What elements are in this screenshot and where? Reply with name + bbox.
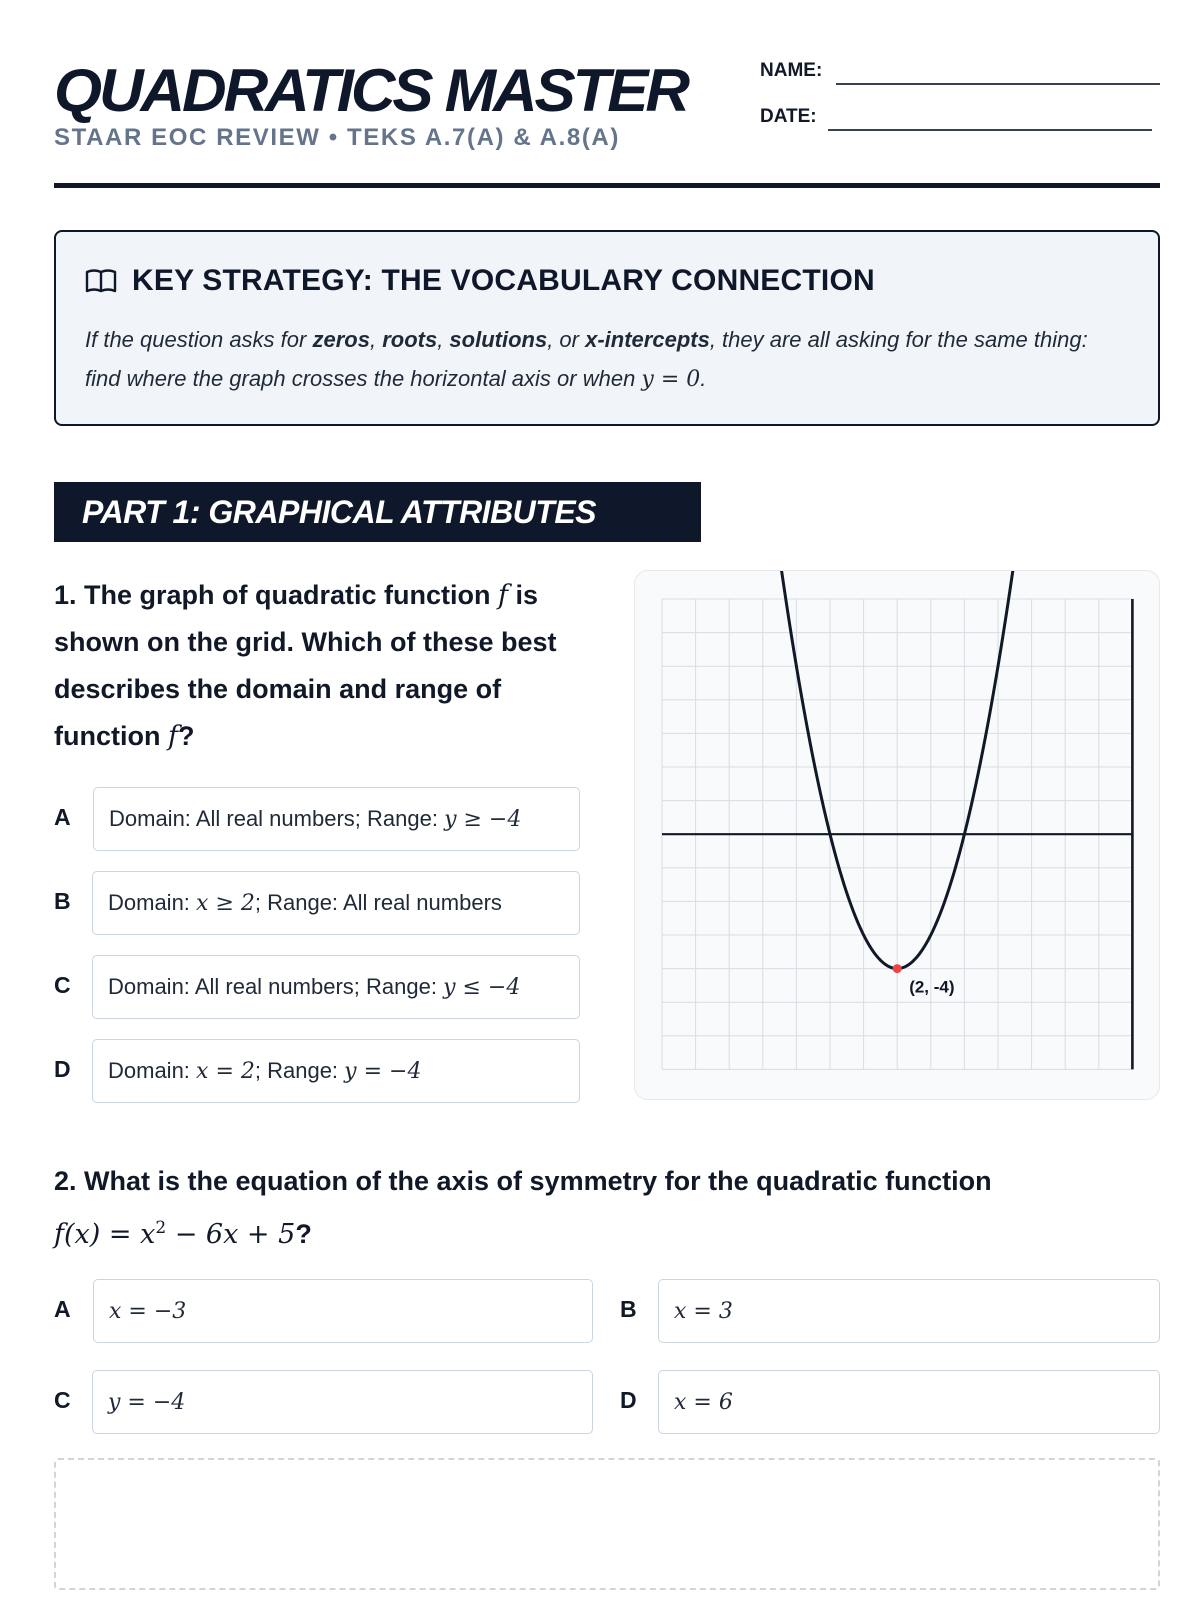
q1-option-d-letter: D — [54, 1056, 71, 1082]
q1-option-d[interactable] — [92, 1039, 580, 1103]
option-text: ; Range: All real numbers — [254, 890, 502, 915]
q2-option-d[interactable] — [658, 1370, 1160, 1434]
term-zeros: zeros — [312, 327, 370, 352]
q1-text-part: is shown on the grid. Which of these best describes the domain and range of function — [54, 580, 557, 751]
strategy-text-end: . — [700, 366, 707, 391]
option-text: Domain: All real numbers; Range: — [108, 974, 437, 999]
part-1-title: PART 1: GRAPHICAL ATTRIBUTES — [82, 494, 597, 530]
option-text: ; Range: — [254, 1058, 339, 1083]
option-math: x = −3 — [109, 1298, 187, 1324]
parabola-curve — [770, 571, 1042, 969]
q2-text-part: 2. What is the equation of the axis of symmetry for the quadratic function — [54, 1166, 992, 1196]
q1-text-part: 1. The graph of quadratic function — [54, 580, 499, 610]
strategy-sep: , — [369, 327, 383, 352]
quadratic-graph — [635, 571, 1161, 1101]
date-label: DATE: — [760, 106, 817, 127]
q1-option-c-letter: C — [54, 972, 71, 998]
question-2-text — [54, 1158, 1154, 1258]
key-strategy-box — [54, 230, 1160, 426]
strategy-sep: , or — [547, 327, 586, 352]
q1-option-a-letter: A — [54, 804, 71, 830]
strategy-title: KEY STRATEGY: THE VOCABULARY CONNECTION — [132, 264, 875, 297]
part-1-banner — [54, 482, 701, 542]
q2-option-c-letter: C — [54, 1387, 71, 1413]
option-math: y ≤ −4 — [443, 974, 521, 1000]
option-math: x ≥ 2 — [196, 890, 255, 916]
q2-equation: f(x) = x — [54, 1219, 156, 1250]
math-f: f — [498, 580, 509, 611]
option-math: y = −4 — [108, 1389, 186, 1415]
term-x-intercepts: x-intercepts — [585, 327, 710, 352]
work-area[interactable] — [54, 1458, 1160, 1590]
term-solutions: solutions — [449, 327, 548, 352]
strategy-sep: , — [437, 327, 450, 352]
option-math: x = 6 — [674, 1389, 733, 1415]
name-label: NAME: — [760, 60, 823, 81]
graph-panel — [634, 570, 1160, 1100]
option-math: x = 3 — [674, 1298, 733, 1324]
date-field[interactable] — [828, 129, 1152, 131]
q2-option-c[interactable] — [92, 1370, 593, 1434]
q2-option-b-letter: B — [620, 1296, 637, 1322]
worksheet-header — [54, 48, 1160, 193]
q2-text-part: ? — [295, 1219, 312, 1249]
vertex-point — [893, 964, 902, 973]
math-f: f — [167, 721, 178, 752]
question-1-text — [54, 572, 594, 760]
option-text: Domain: — [108, 1058, 190, 1083]
strategy-text-part: If the question asks for — [85, 327, 313, 352]
vertex-label: (2, -4) — [909, 977, 955, 997]
option-math: y ≥ −4 — [444, 806, 522, 832]
q1-option-b-letter: B — [54, 888, 71, 914]
strategy-text — [85, 320, 1125, 399]
book-icon — [85, 269, 117, 295]
option-text: Domain: All real numbers; Range: — [109, 806, 438, 831]
q1-option-b[interactable] — [92, 871, 580, 935]
math-y-equals-zero: y = 0 — [641, 367, 701, 392]
q1-option-a[interactable] — [93, 787, 580, 851]
strategy-text-part: , they are all asking for the same thing: find where the graph crosses the horizontal axis or when — [85, 327, 1088, 391]
option-math: x = 2 — [196, 1058, 255, 1084]
q2-equation-exponent: 2 — [155, 1218, 167, 1238]
q1-text-part: ? — [177, 721, 195, 751]
q2-option-a-letter: A — [54, 1296, 71, 1322]
q1-option-c[interactable] — [92, 955, 580, 1019]
q2-equation-rest: − 6x + 5 — [166, 1219, 296, 1250]
option-text: Domain: — [108, 890, 190, 915]
page-title: QUADRATICS MASTER — [54, 57, 687, 124]
name-field[interactable] — [836, 83, 1160, 85]
q2-option-b[interactable] — [658, 1279, 1160, 1343]
term-roots: roots — [382, 327, 438, 352]
option-math: y = −4 — [344, 1058, 422, 1084]
q2-option-d-letter: D — [620, 1387, 637, 1413]
q2-option-a[interactable] — [93, 1279, 593, 1343]
page-subtitle: STAAR EOC REVIEW • TEKS A.7(A) & A.8(A) — [54, 124, 620, 151]
header-divider — [54, 183, 1160, 188]
